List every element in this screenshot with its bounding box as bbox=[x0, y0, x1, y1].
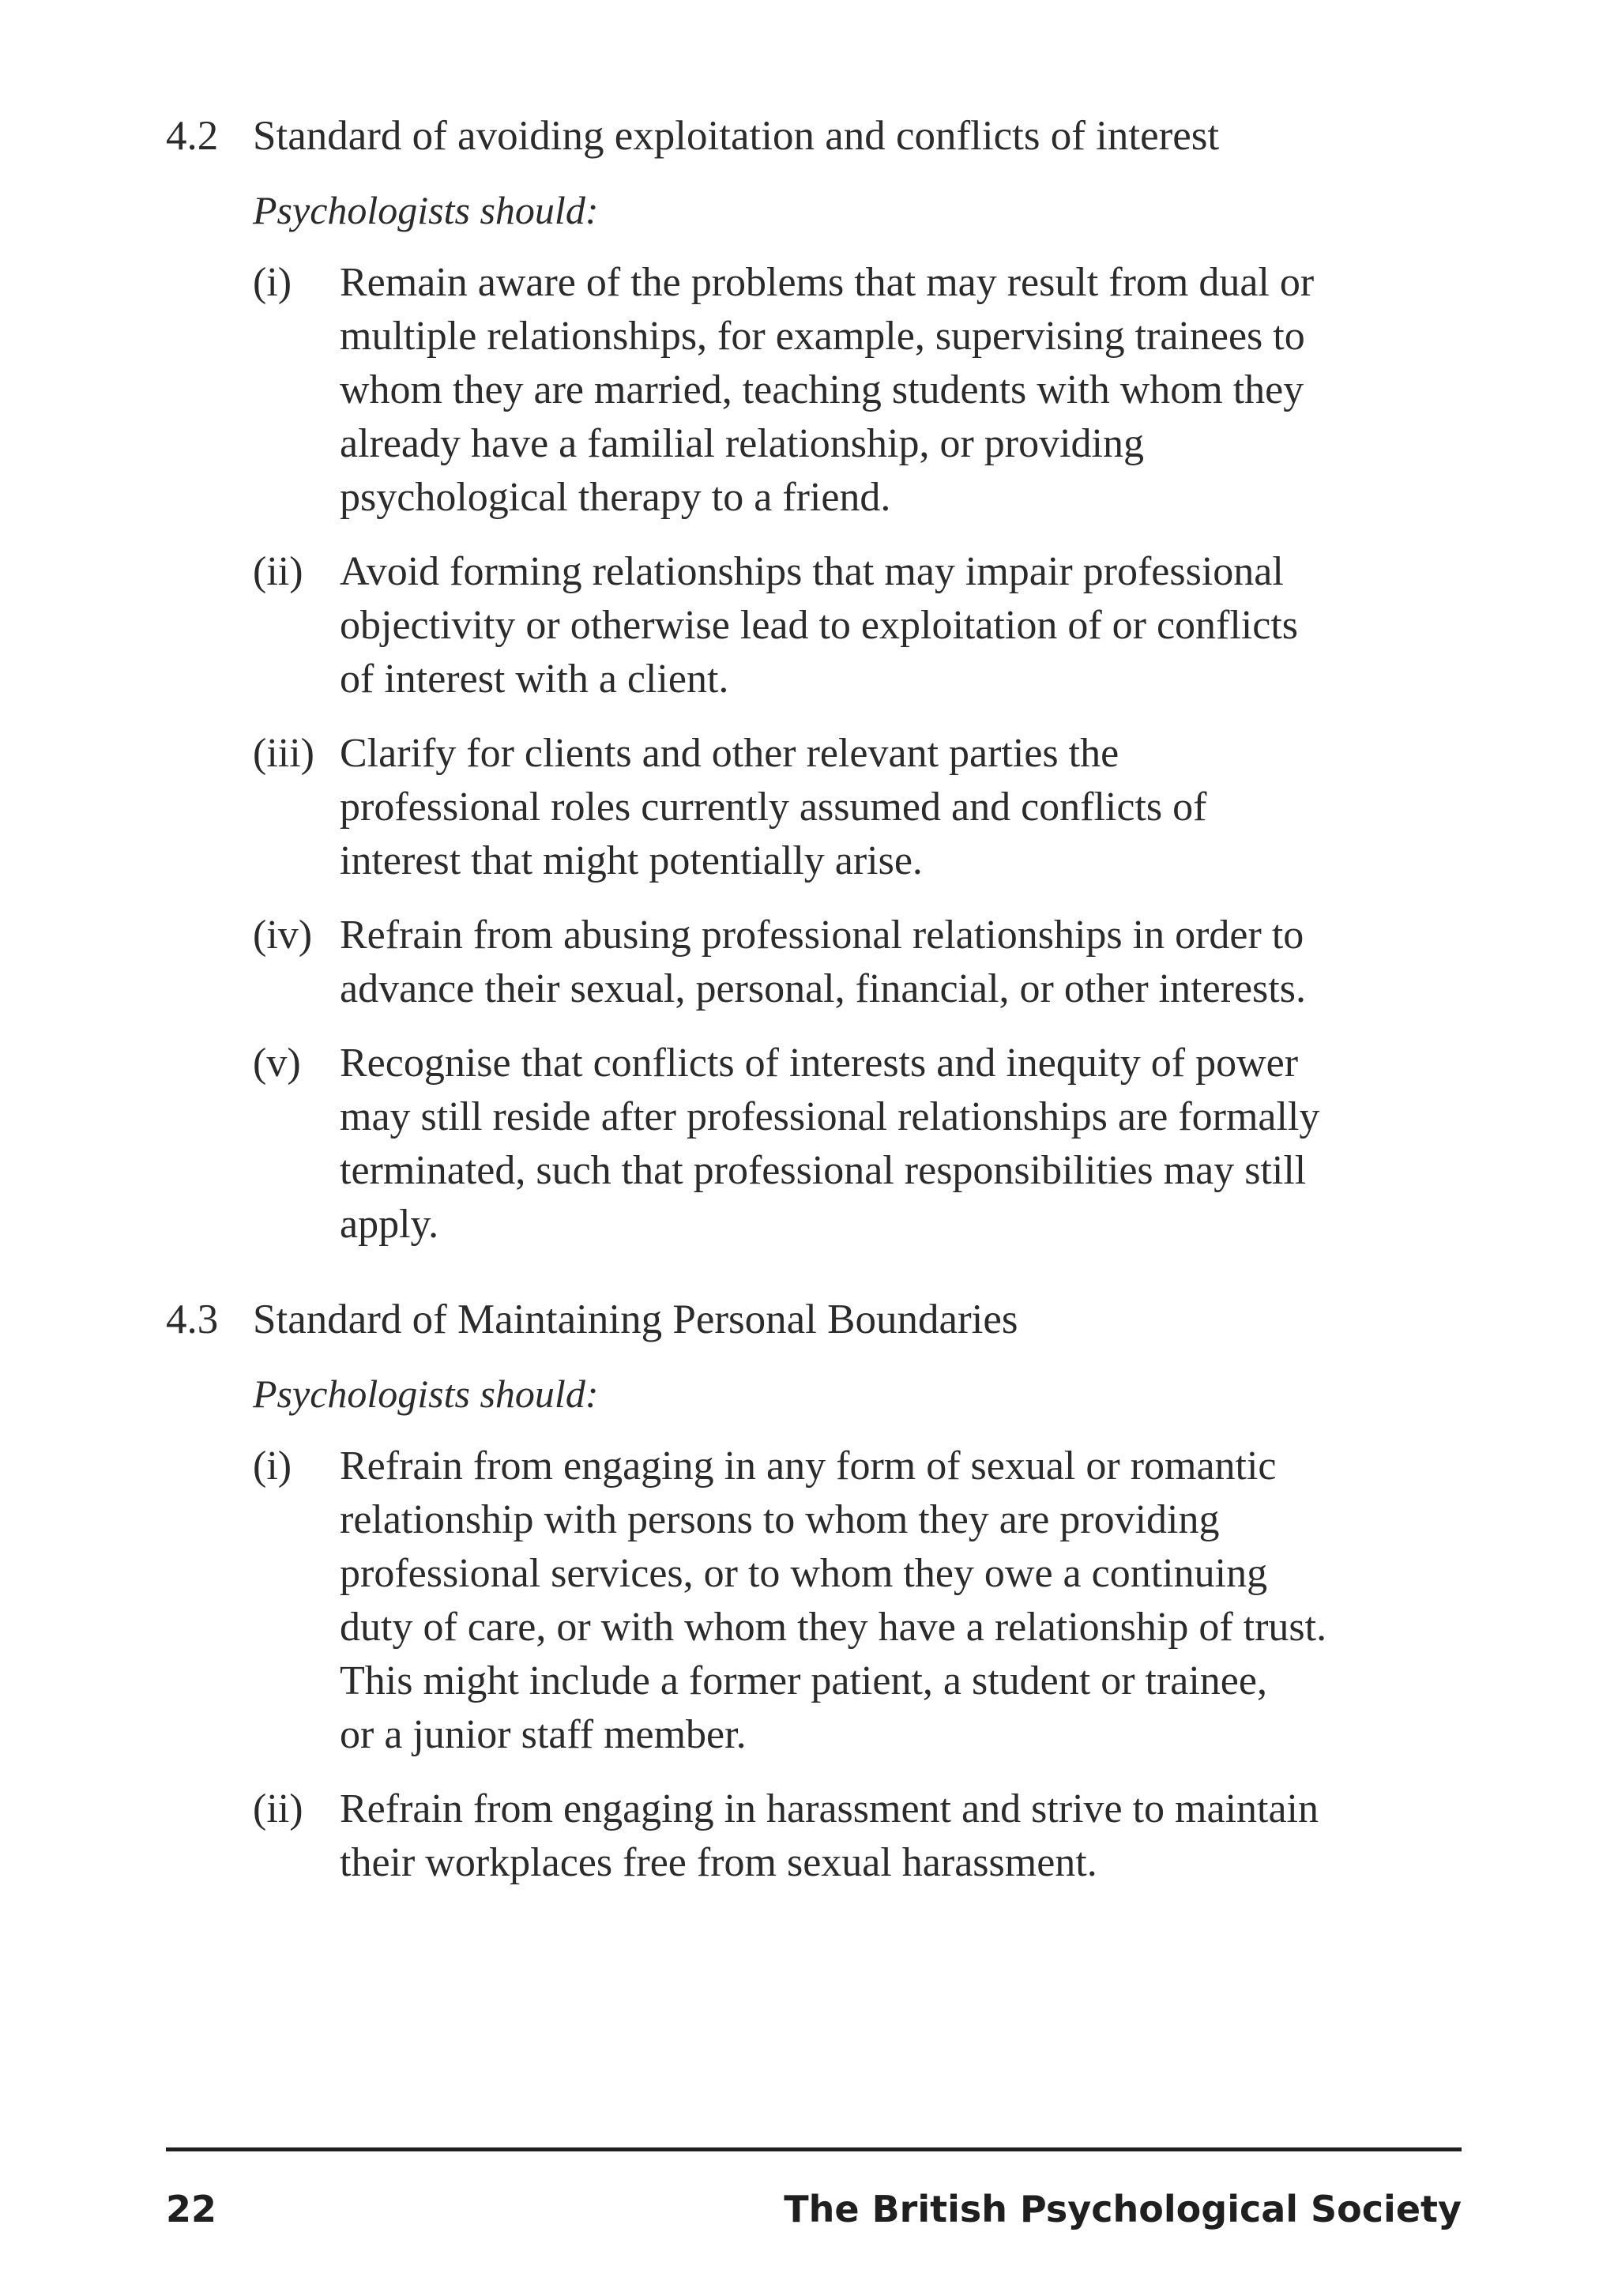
item-text-line: may still reside after professional relationships are formally bbox=[340, 1094, 1320, 1139]
item-text-line: duty of care, or with whom they have a relationship of trust. bbox=[340, 1605, 1327, 1650]
list-item bbox=[253, 256, 1462, 525]
item-number: (iv) bbox=[253, 913, 313, 958]
item-number: (ii) bbox=[253, 1786, 303, 1831]
item-text-line: apply. bbox=[340, 1202, 439, 1247]
item-text-line: advance their sexual, personal, financial, or other interests. bbox=[340, 966, 1306, 1011]
item-text-line: objectivity or otherwise lead to exploitation of or conflicts bbox=[340, 603, 1299, 648]
item-text-line: professional roles currently assumed and conflicts of bbox=[340, 785, 1207, 830]
item-number: (i) bbox=[253, 1443, 292, 1489]
item-text-line: interest that might potentially arise. bbox=[340, 838, 923, 883]
item-text-line: Remain aware of the problems that may result from dual or bbox=[340, 260, 1315, 305]
item-text-line: Clarify for clients and other relevant parties the bbox=[340, 731, 1119, 776]
item-text-line: Refrain from engaging in any form of sexual or romantic bbox=[340, 1443, 1277, 1489]
item-text-line: already have a familial relationship, or providing bbox=[340, 421, 1144, 466]
item-text-line: or a junior staff member. bbox=[340, 1712, 747, 1757]
section-lead: Psychologists should: bbox=[253, 188, 599, 232]
item-text-line: Refrain from abusing professional relationships in order to bbox=[340, 913, 1304, 958]
item-text-line: professional services, or to whom they owe a continuing bbox=[340, 1551, 1268, 1596]
list-item bbox=[253, 545, 1462, 706]
page-number: 22 bbox=[166, 2188, 217, 2230]
section-heading bbox=[166, 1293, 1462, 1346]
item-text-line: Refrain from engaging in harassment and strive to maintain bbox=[340, 1786, 1319, 1831]
section-lead: Psychologists should: bbox=[253, 1372, 599, 1416]
item-text-line: This might include a former patient, a student or trainee, bbox=[340, 1658, 1267, 1703]
item-text-line: psychological therapy to a friend. bbox=[340, 475, 891, 520]
item-text-line: terminated, such that professional responsibilities may still bbox=[340, 1148, 1307, 1193]
section-title: Standard of avoiding exploitation and conflicts of interest bbox=[253, 113, 1220, 159]
footer-rule bbox=[166, 2147, 1462, 2151]
item-number: (i) bbox=[253, 260, 292, 305]
standard-list bbox=[166, 1440, 1462, 1890]
section-title: Standard of Maintaining Personal Boundaries bbox=[253, 1297, 1018, 1342]
item-text-line: of interest with a client. bbox=[340, 657, 729, 702]
list-item bbox=[253, 909, 1462, 1016]
item-text-line: multiple relationships, for example, supervising trainees to bbox=[340, 314, 1305, 359]
section-4-3 bbox=[166, 1293, 1462, 1910]
section-number: 4.3 bbox=[166, 1297, 219, 1342]
item-text-line: Avoid forming relationships that may impair professional bbox=[340, 549, 1284, 594]
list-item bbox=[253, 1037, 1462, 1252]
item-text-line: whom they are married, teaching students with whom they bbox=[340, 367, 1304, 412]
item-number: (v) bbox=[253, 1041, 301, 1086]
publisher-name: The British Psychological Society bbox=[784, 2188, 1462, 2230]
item-text-line: their workplaces free from sexual harassment. bbox=[340, 1840, 1097, 1885]
list-item bbox=[253, 1440, 1462, 1762]
item-number: (ii) bbox=[253, 549, 303, 594]
item-text-line: Recognise that conflicts of interests and inequity of power bbox=[340, 1041, 1299, 1086]
list-item bbox=[253, 727, 1462, 888]
item-number: (iii) bbox=[253, 731, 314, 776]
section-heading bbox=[166, 109, 1462, 163]
section-number: 4.2 bbox=[166, 113, 219, 159]
list-item bbox=[253, 1782, 1462, 1890]
standard-list bbox=[166, 256, 1462, 1252]
section-4-2 bbox=[166, 109, 1462, 1272]
item-text-line: relationship with persons to whom they are providing bbox=[340, 1497, 1220, 1542]
